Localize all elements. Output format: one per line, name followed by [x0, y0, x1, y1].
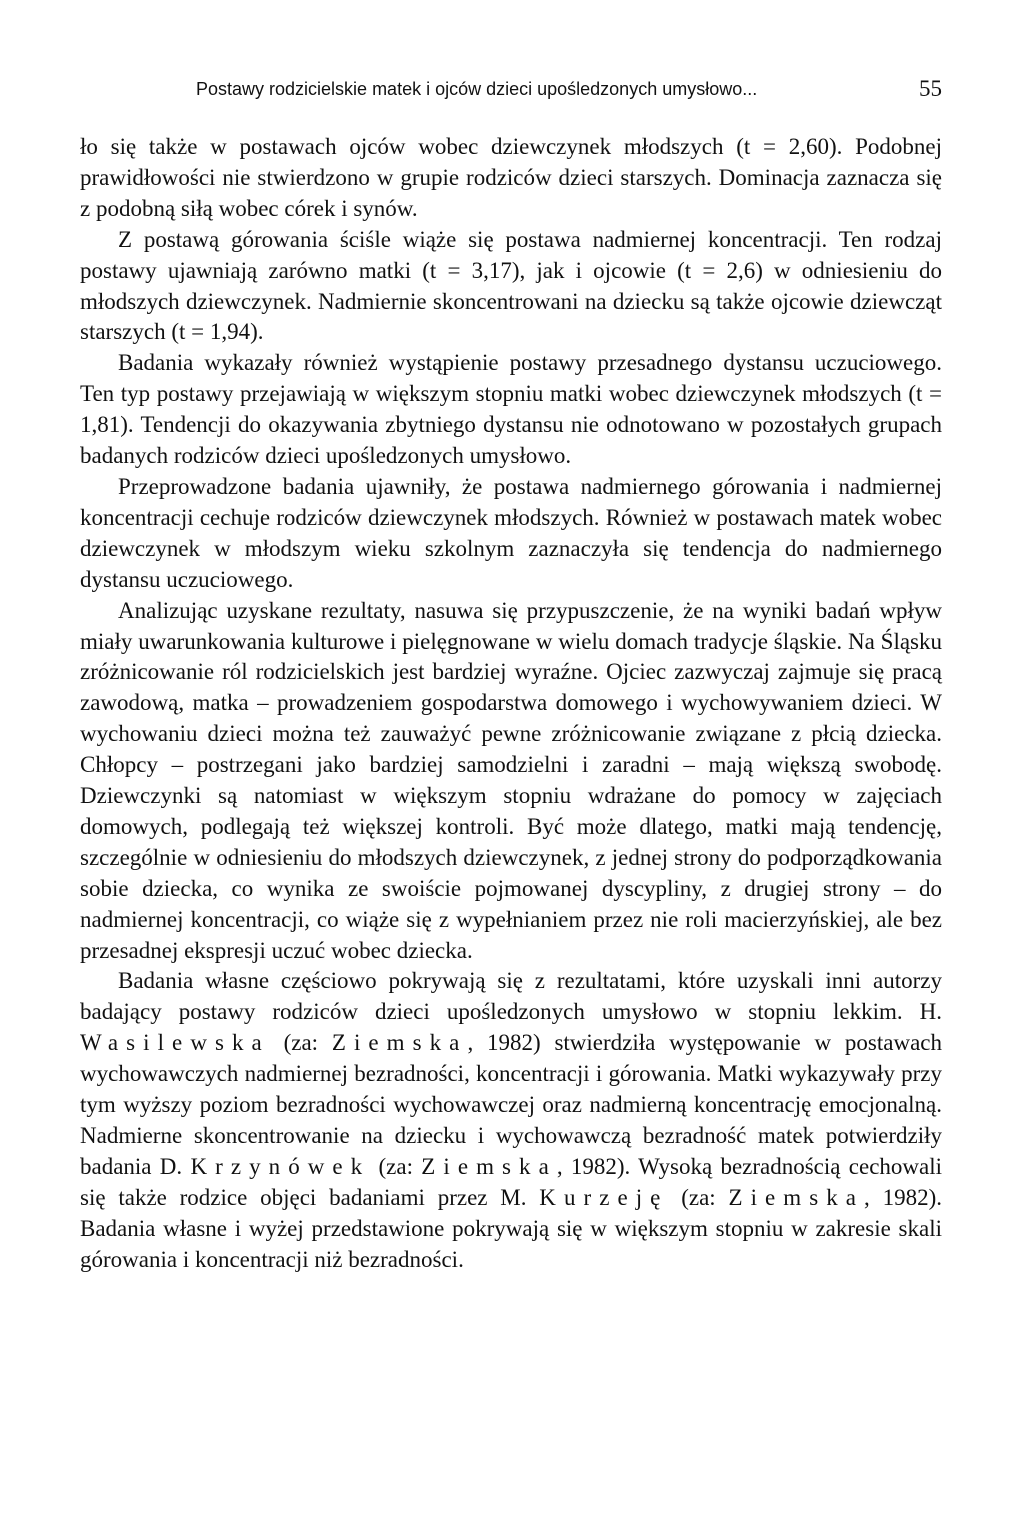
body-text	[80, 132, 942, 1276]
text-run: (za:	[668, 1184, 729, 1210]
paragraph-1: ło się także w postawach ojców wobec dziewczynek młodszych (t = 2,60). Podobnej prawidłowości nie stwierdzono w grupie rodziców dzieci starszych. Dominacja zaznacza się z podobną siłą wobec córek i synów.	[80, 134, 942, 221]
paragraph-4: Przeprowadzone badania ujawniły, że postawa nadmiernego górowania i nadmiernej koncentracji cechuje rodziców dziewczynek młodszych. Również w postawach matek wobec dziewczynek w młodszym wieku szkolnym zaznaczyła się tendencja do nadmiernego dystansu uczuciowego.	[80, 473, 942, 592]
paragraph-2: Z postawą górowania ściśle wiąże się postawa nadmiernej koncentracji. Ten rodzaj postawy ujawniają zarówno matki (t = 3,17), jak i ojcowie (t = 2,6) w odniesieniu do młodszych dziewczynek. Nadmiernie skoncentrowani na dziecku są także ojcowie dziewcząt starszych (t = 1,94).	[80, 226, 942, 345]
author-name-spaced: Kurzeję	[539, 1184, 669, 1210]
author-name-spaced: Krzynówek	[190, 1153, 371, 1179]
paragraph-6	[80, 966, 942, 1275]
text-run: , 1982). Badania własne i wyżej przedstawione pokrywają się w większym stopniu w zakresie skali górowania i koncentracji niż bezradności.	[80, 1184, 942, 1272]
author-name-spaced: Ziemska	[728, 1184, 865, 1210]
text-run: , 1982). Wysoką bezradnością cechowali się także rodzice objęci badaniami przez M.	[80, 1153, 943, 1210]
text-run: (za:	[269, 1030, 332, 1056]
paragraph-3: Badania wykazały również wystąpienie postawy przesadnego dystansu uczuciowego. Ten typ postawy przejawiają w większym stopniu matki wobec dziewczynek młodszych (t = 1,81). Tendencji do okazywania zbytniego dystansu nie odnotowano w pozostałych grupach badanych rodziców dzieci upośledzonych umysłowo.	[80, 350, 942, 469]
author-name-spaced: Ziemska	[421, 1153, 557, 1179]
author-name-spaced: Wasilewska	[80, 1030, 270, 1056]
paragraph-5: Analizując uzyskane rezultaty, nasuwa się przypuszczenie, że na wyniki badań wpływ miały uwarunkowania kulturowe i pielęgnowane w wielu domach tradycje śląskie. Na Śląsku zróżnicowanie ról rodzicielskich jest bardziej wyraźne. Ojciec zazwyczaj zajmuje się pracą zawodową, matka – prowadzeniem gospodarstwa domowego i wychowywaniem dzieci. W wychowaniu dzieci można też zauważyć pewne zróżnicowanie związane z płcią dziecka. Chłopcy – postrzegani jako bardziej samodzielni i zaradni – mają większą swobodę. Dziewczynki są natomiast w większym stopniu wdrażane do pomocy w zajęciach domowych, podlegają też większej kontroli. Być może dlatego, matki mają tendencję, szczególnie w odniesieniu do młodszych dziewczynek, z jednej strony do podporządkowania sobie dziecka, co wynika ze swoiście pojmowanej dyscypliny, z drugiej strony – do nadmiernej koncentracji, co wiąże się z wypełnianiem przez nie roli macierzyńskiej, ale bez przesadnej ekspresji uczuć wobec dziecka.	[80, 597, 942, 963]
author-name-spaced: Ziemska	[331, 1030, 468, 1056]
text-run: (za:	[370, 1153, 422, 1179]
page-number: 55	[919, 76, 942, 101]
text-run: Badania własne częściowo pokrywają się z rezultatami, które uzyskali inni autorzy badający postawy rodziców dzieci upośledzonych umysłowo w stopniu lekkim. H.	[80, 968, 942, 1025]
text-run: , 1982) stwierdziła występowanie w postawach wychowawczych nadmiernej bezradności, koncentracji i górowania. Matki wykazywały przy tym wyższy poziom bezradności wychowawczej oraz nadmierną koncentrację emocjonalną. Nadmierne skoncentrowanie na dziecku i wychowawczą bezradność matek potwierdziły badania D.	[80, 1030, 943, 1179]
running-header	[80, 74, 942, 104]
running-title: Postawy rodzicielskie matek i ojców dzieci upośledzonych umysłowo...	[196, 79, 758, 99]
